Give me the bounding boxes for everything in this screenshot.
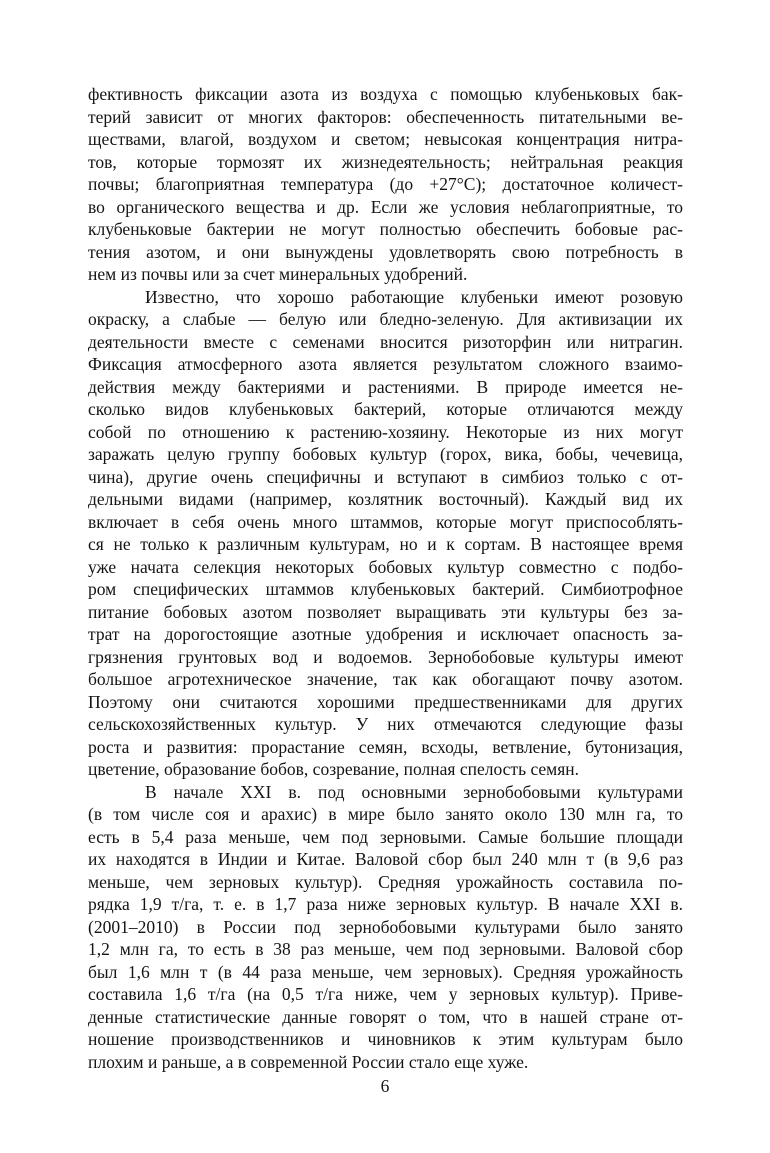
text-line: сельскохозяйственных культур. У них отмечаются следующие фазы [88,714,683,734]
text-line: рядка 1,9 т/га, т. е. в 1,7 раза ниже зерновых культур. В начале XXI в. [88,894,683,914]
text-line: Фиксация атмосферного азота является результатом сложного взаимо- [88,354,683,374]
text-line: 1,2 млн га, то есть в 38 раз меньше, чем под зерновыми. Валовой сбор [88,939,683,959]
text-line: сколько видов клубеньковых бактерий, которые отличаются между [88,399,683,419]
text-line: ся не только к различным культурам, но и к сортам. В настоящее время [88,534,683,554]
text-line: составила 1,6 т/га (на 0,5 т/га ниже, чем у зерновых культур). Приве- [88,984,683,1004]
text-line: уже начата селекция некоторых бобовых культур совместно с подбо- [88,556,683,577]
text-line: ществами, влагой, воздухом и светом; невысокая концентрация нитра- [88,129,683,149]
text-line: (2001–2010) в России под зернобобовыми культурами было занято [88,916,683,937]
text-line: дельными видами (например, козлятник восточный). Каждый вид их [88,489,683,509]
text-line: заражать целую группу бобовых культур (горох, вика, бобы, чечевица, [88,444,683,464]
text-line: В начале XXI в. под основными зернобобовыми культурами [145,781,683,802]
text-line: терий зависит от многих факторов: обеспеченность питательными ве- [88,106,683,127]
text-line: нем из почвы или за счет минеральных удобрений. [88,264,468,284]
text-line: большое агротехническое значение, так как обогащают почву азотом. [88,669,683,689]
text-line: тения азотом, и они вынуждены удовлетворять свою потребность в [88,241,683,262]
text-line: трат на дорогостоящие азотные удобрения и исключает опасность за- [88,624,683,644]
body-text [88,83,683,1073]
text-line: чина), другие очень специфичны и вступают в симбиоз только с от- [88,466,683,487]
text-line: действия между бактериями и растениями. В природе имеется не- [88,376,683,397]
paragraph-3 [88,781,683,1074]
text-line: Поэтому они считаются хорошими предшественниками для других [88,691,683,712]
text-line: окраску, а слабые — белую или бледно-зеленую. Для активизации их [88,309,683,329]
text-line: был 1,6 млн т (в 44 раза меньше, чем зерновых). Средняя урожайность [88,961,683,982]
text-line: есть в 5,4 раза меньше, чем под зерновыми. Самые большие площади [88,826,683,847]
text-line: собой по отношению к растению-хозяину. Некоторые из них могут [88,421,683,442]
text-line: плохим и раньше, а в современной России стало еще хуже. [88,1051,529,1072]
text-line: фективность фиксации азота из воздуха с помощью клубеньковых бак- [88,84,683,104]
page-number: 6 [380,1076,390,1096]
text-line: роста и развития: прорастание семян, всходы, ветвление, бутонизация, [88,736,683,757]
text-line: меньше, чем зерновых культур). Средняя урожайность составила по- [88,871,683,892]
text-line: клубеньковые бактерии не могут полностью обеспечить бобовые рас- [88,219,683,239]
paragraph-2 [88,286,683,781]
text-line: деятельности вместе с семенами вносится ризоторфин или нитрагин. [88,331,683,352]
text-line: во органического вещества и др. Если же условия неблагоприятные, то [88,196,683,217]
text-line: ром специфических штаммов клубеньковых бактерий. Симбиотрофное [88,579,683,599]
text-line: цветение, образование бобов, созревание, полная спелость семян. [88,759,580,779]
text-line: их находятся в Индии и Китае. Валовой сбор был 240 млн т (в 9,6 раз [88,849,683,869]
text-line: тов, которые тормозят их жизнедеятельность; нейтральная реакция [88,151,683,172]
text-line: почвы; благоприятная температура (до +27°С); достаточное количест- [88,174,683,194]
text-line: включает в себя очень много штаммов, которые могут приспособлять- [88,511,683,532]
text-line: ношение производственников и чиновников к этим культурам было [88,1029,683,1049]
text-line: денные статистические данные говорят о том, что в нашей стране от- [88,1006,683,1027]
text-line: питание бобовых азотом позволяет выращивать эти культуры без за- [88,601,683,622]
text-line: (в том числе соя и арахис) в мире было занято около 130 млн га, то [88,804,683,824]
paragraph-1 [88,83,683,286]
text-line: Известно, что хорошо работающие клубеньки имеют розовую [145,286,683,307]
text-line: грязнения грунтовых вод и водоемов. Зернобобовые культуры имеют [88,646,683,667]
